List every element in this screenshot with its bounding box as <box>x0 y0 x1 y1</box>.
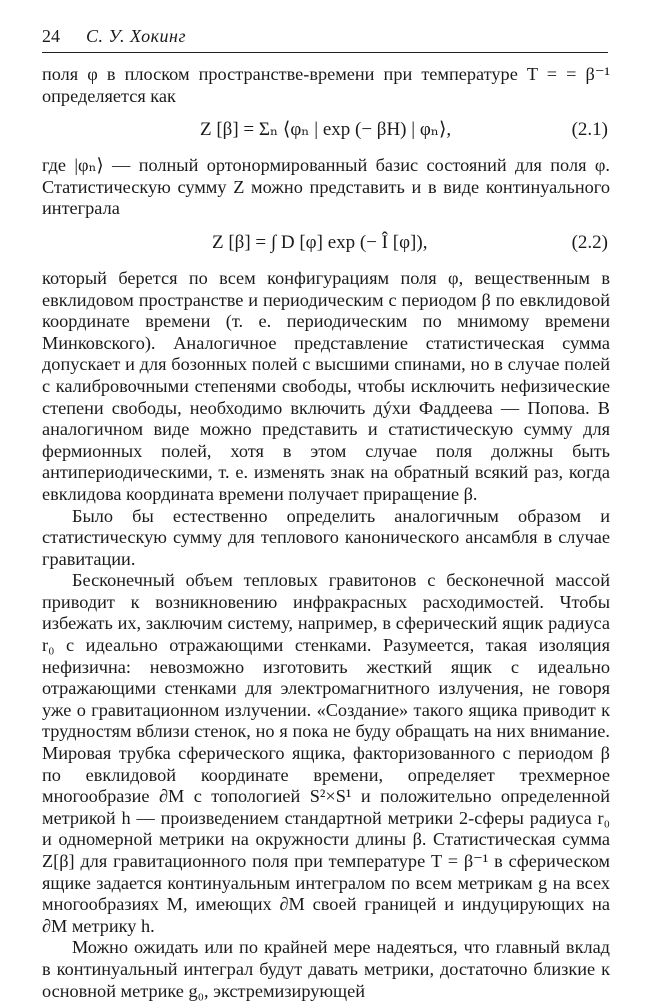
equation-2-2-number: (2.2) <box>571 231 608 253</box>
paragraph-4: Было бы естественно определить аналогичным образом и статистическую сумму для теплового канонического ансамбля в случае гравитации. <box>42 505 610 569</box>
paragraph-5: Бесконечный объем тепловых гравитонов с бесконечной массой приводит к возникновению инфракрасных расходимостей. Чтобы избежать их, заключим систему, например, в сферический ящик радиуса r₀ с идеально отражающими стенками. Разумеется, такая изоляция нефизична: невозможно изготовить жесткий ящик с идеально отражающими стенками для электромагнитного излучения, не говоря уже о гравитационном излучении. «Создание» такого ящика приводит к трудностям вблизи стенок, но я пока не буду обращать на них внимание. Мировая трубка сферического ящика, факторизованного с периодом β по евклидовой координате времени, определяет трехмерное многообразие ∂M с топологией S²×S¹ и положительно определенной метрикой h — произведением стандартной метрики 2-сферы радиуса r₀ и одномерной метрики на окружности длины β. Статистическая сумма Z[β] для гравитационного поля при температуре T = β⁻¹ в сферическом ящике задается континуальным интегралом по всем метрикам g на всех многообразиях M, имеющих ∂M своей границей и индуцирующих на ∂M метрику h. <box>42 570 610 936</box>
page-number: 24 <box>42 26 60 46</box>
equation-2-2 <box>42 220 610 268</box>
paragraph-1: поля φ в плоском пространстве-времени при температуре T = = β⁻¹ определяется как <box>42 64 610 106</box>
equation-2-1-number: (2.1) <box>571 119 608 141</box>
equation-2-2-formula: Z [β] = ∫ D [φ] exp (− Î [φ]), <box>212 231 428 253</box>
page-body <box>42 64 610 1002</box>
equation-2-1-formula: Z [β] = Σₙ ⟨φₙ | exp (− βH) | φₙ⟩, <box>200 119 452 141</box>
running-head-author: С. У. Хокинг <box>86 26 186 46</box>
paragraph-2: где |φₙ⟩ — полный ортонормированный базис состояний для поля φ. Статистическую сумму Z можно представить и в виде континуального интеграла <box>42 155 610 219</box>
paragraph-3: который берется по всем конфигурациям поля φ, вещественным в евклидовом пространстве и периодическим с периодом β по евклидовой координате времени (т. е. периодическим по мнимому времени Минковского). Аналогичное представление статистическая сумма допускает и для бозонных полей с высшими спинами, но в случае полей с калибровочными степенями свободы, чтобы исключить нефизические степени свободы, необходимо включить дýхи Фаддеева — Попова. В аналогичном виде можно представить и статистическую сумму для фермионных полей, хотя в этом случае поля должны быть антипериодическими, т. е. изменять знак на обратный всякий раз, когда евклидова координата времени получает приращение β. <box>42 267 610 504</box>
equation-2-1 <box>42 107 610 155</box>
running-header <box>42 24 608 53</box>
paragraph-6: Можно ожидать или по крайней мере надеяться, что главный вклад в континуальный интеграл будут давать метрики, достаточно близкие к основной метрике g₀, экстремизирующей <box>42 937 610 1001</box>
